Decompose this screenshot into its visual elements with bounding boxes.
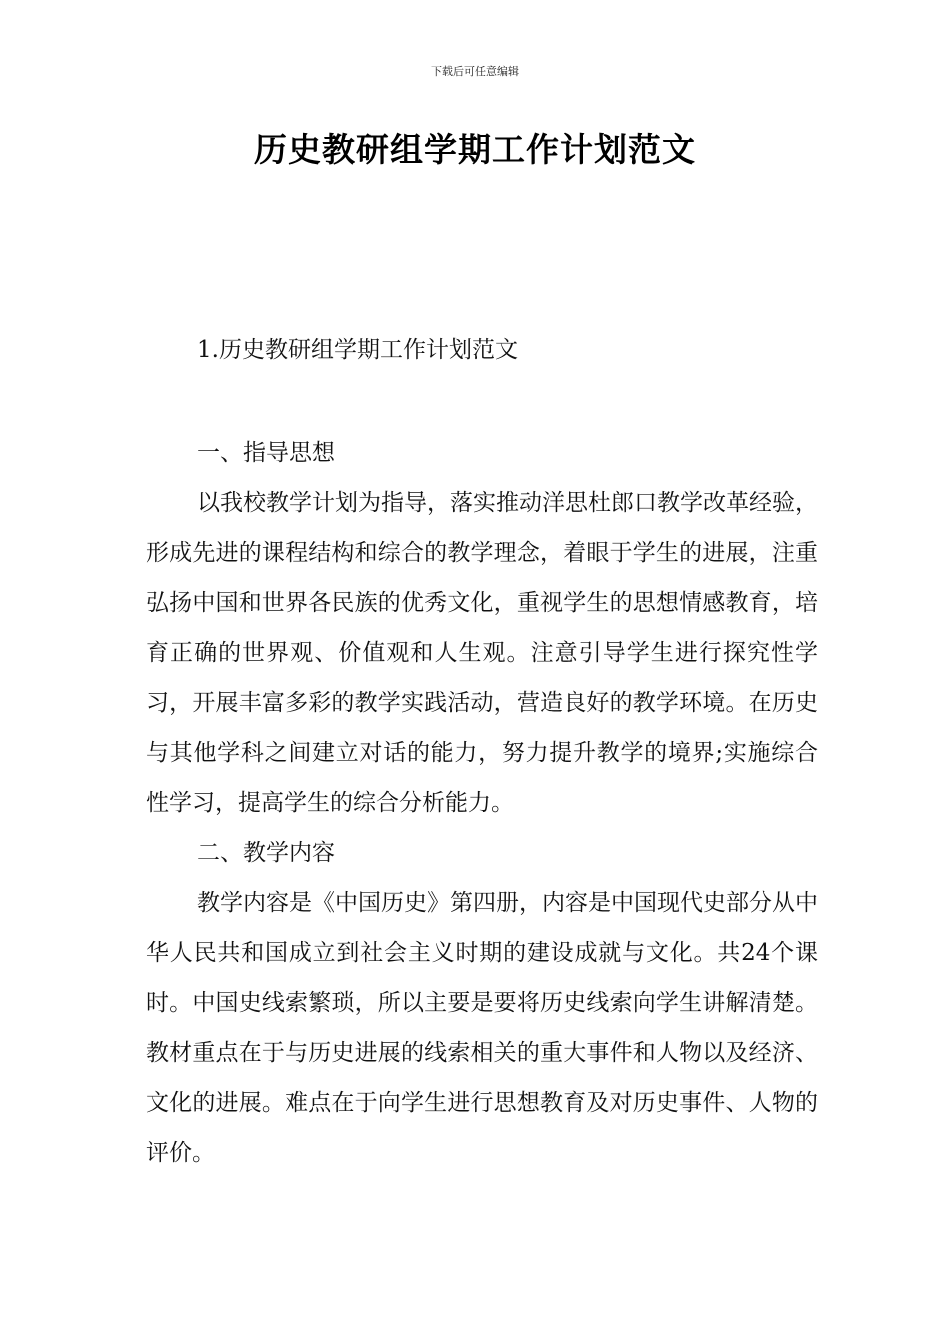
section-paragraph-guiding-ideology: 以我校教学计划为指导，落实推动洋思杜郎口教学改革经验，形成先进的课程结构和综合的教学理念，着眼于学生的进展，注重弘扬中国和世界各民族的优秀文化，重视学生的思想情感教育，培育正确的世界观、价值观和人生观。注意引导学生进行探究性学习，开展丰富多彩的教学实践活动，营造良好的教学环境。在历史与其他学科之间建立对话的能力，努力提升教学的境界;实施综合性学习，提高学生的综合分析能力。 [146,490,818,816]
document-title: 历史教研组学期工作计划范文 [254,130,696,169]
document-body [146,428,818,1178]
document-subtitle: 1.历史教研组学期工作计划范文 [197,337,518,363]
section-heading-guiding-ideology: 一、指导思想 [197,440,335,466]
page-header-note: 下载后可任意编辑 [431,65,519,78]
section-paragraph-teaching-content: 教学内容是《中国历史》第四册，内容是中国现代史部分从中华人民共和国成立到社会主义时期的建设成就与文化。共24个课时。中国史线索繁琐，所以主要是要将历史线索向学生讲解清楚。教材重点在于与历史进展的线索相关的重大事件和人物以及经济、文化的进展。难点在于向学生进行思想教育及对历史事件、人物的评价。 [146,890,818,1166]
section-heading-teaching-content: 二、教学内容 [197,840,335,866]
